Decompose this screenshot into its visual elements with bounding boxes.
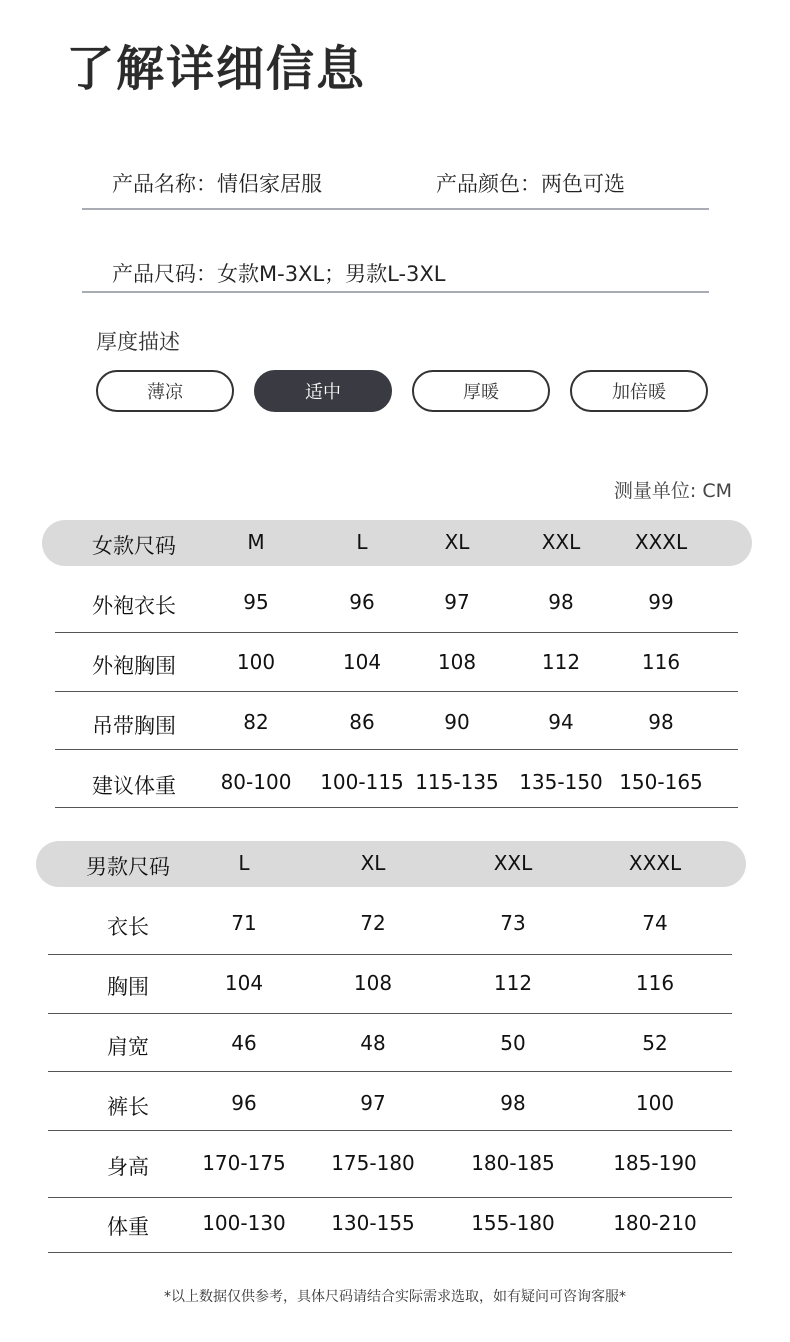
men-table-cell: 100: [635, 1091, 675, 1115]
men-table-cell: 180-185: [471, 1151, 555, 1175]
men-table-cell: 116: [635, 971, 675, 995]
men-row-divider: [48, 1013, 732, 1014]
women-header-size: XL: [444, 530, 470, 554]
women-row-divider: [55, 749, 738, 750]
women-table-cell: 99: [648, 590, 674, 614]
men-header-size: XXL: [493, 851, 533, 875]
women-header-size: M: [247, 530, 265, 554]
women-table-cell: 150-165: [619, 770, 703, 794]
women-table-cell: 115-135: [415, 770, 499, 794]
women-table-cell: 104: [342, 650, 382, 674]
men-row-divider: [48, 1197, 732, 1198]
men-row-divider: [48, 1130, 732, 1131]
page-title: 了解详细信息: [66, 41, 367, 97]
men-table-cell: 108: [353, 971, 393, 995]
product-color: 产品颜色：两色可选: [436, 172, 625, 196]
women-table-cell: 108: [437, 650, 477, 674]
thickness-option-thick[interactable]: 厚暖: [412, 370, 550, 412]
men-table-cell: 170-175: [202, 1151, 286, 1175]
men-table-cell: 100-130: [202, 1211, 286, 1235]
women-table-cell: 94: [548, 710, 574, 734]
men-header-size: L: [238, 851, 250, 875]
women-row-label: 吊带胸围: [92, 714, 176, 738]
women-header-label: 女款尺码: [92, 534, 176, 558]
men-header-size: XL: [360, 851, 386, 875]
women-table-cell: 116: [641, 650, 681, 674]
men-row-label: 体重: [107, 1215, 149, 1239]
product-size: 产品尺码：女款M-3XL；男款L-3XL: [112, 262, 446, 286]
men-row-label: 身高: [107, 1155, 149, 1179]
thickness-option-medium[interactable]: 适中: [254, 370, 392, 412]
women-row-divider: [55, 807, 738, 808]
women-table-cell: 98: [648, 710, 674, 734]
women-row-divider: [55, 632, 738, 633]
measurement-unit: 测量单位: CM: [613, 480, 732, 502]
men-row-label: 胸围: [107, 975, 149, 999]
thickness-label: 厚度描述: [96, 330, 180, 354]
men-table-cell: 175-180: [331, 1151, 415, 1175]
women-table-cell: 82: [243, 710, 269, 734]
men-row-label: 衣长: [107, 915, 149, 939]
men-table-cell: 98: [500, 1091, 526, 1115]
info-divider: [82, 291, 709, 293]
men-table-cell: 180-210: [613, 1211, 697, 1235]
women-row-label: 外袍胸围: [92, 654, 176, 678]
men-table-cell: 50: [500, 1031, 526, 1055]
thickness-option-extra-warm[interactable]: 加倍暖: [570, 370, 708, 412]
women-table-cell: 90: [444, 710, 470, 734]
men-header-size: XXXL: [628, 851, 682, 875]
men-table-cell: 48: [360, 1031, 386, 1055]
women-row-divider: [55, 691, 738, 692]
women-header-size: L: [356, 530, 368, 554]
women-table-cell: 135-150: [519, 770, 603, 794]
women-row-label: 建议体重: [92, 774, 176, 798]
product-name: 产品名称：情侣家居服: [112, 172, 322, 196]
men-header-label: 男款尺码: [86, 855, 170, 879]
men-row-divider: [48, 1071, 732, 1072]
men-table-cell: 104: [224, 971, 264, 995]
women-header-size: XXL: [541, 530, 581, 554]
women-table-cell: 98: [548, 590, 574, 614]
men-table-cell: 155-180: [471, 1211, 555, 1235]
men-table-cell: 52: [642, 1031, 668, 1055]
men-table-cell: 72: [360, 911, 386, 935]
women-table-cell: 97: [444, 590, 470, 614]
info-divider: [82, 208, 709, 210]
men-row-divider: [48, 1252, 732, 1253]
men-table-cell: 96: [231, 1091, 257, 1115]
men-table-cell: 185-190: [613, 1151, 697, 1175]
men-row-label: 肩宽: [107, 1035, 149, 1059]
women-table-cell: 86: [349, 710, 375, 734]
women-table-cell: 100: [236, 650, 276, 674]
women-table-cell: 100-115: [320, 770, 404, 794]
footnote: *以上数据仅供参考，具体尺码请结合实际需求选取，如有疑问可咨询客服*: [164, 1289, 626, 1305]
men-table-cell: 71: [231, 911, 257, 935]
men-table-cell: 73: [500, 911, 526, 935]
women-table-cell: 95: [243, 590, 269, 614]
women-table-cell: 112: [541, 650, 581, 674]
women-table-cell: 96: [349, 590, 375, 614]
men-table-cell: 130-155: [331, 1211, 415, 1235]
men-table-cell: 112: [493, 971, 533, 995]
men-row-divider: [48, 954, 732, 955]
women-header-size: XXXL: [634, 530, 688, 554]
men-row-label: 裤长: [107, 1095, 149, 1119]
thickness-option-thin[interactable]: 薄凉: [96, 370, 234, 412]
women-table-cell: 80-100: [220, 770, 292, 794]
men-table-cell: 74: [642, 911, 668, 935]
men-table-cell: 46: [231, 1031, 257, 1055]
men-table-cell: 97: [360, 1091, 386, 1115]
women-row-label: 外袍衣长: [92, 594, 176, 618]
